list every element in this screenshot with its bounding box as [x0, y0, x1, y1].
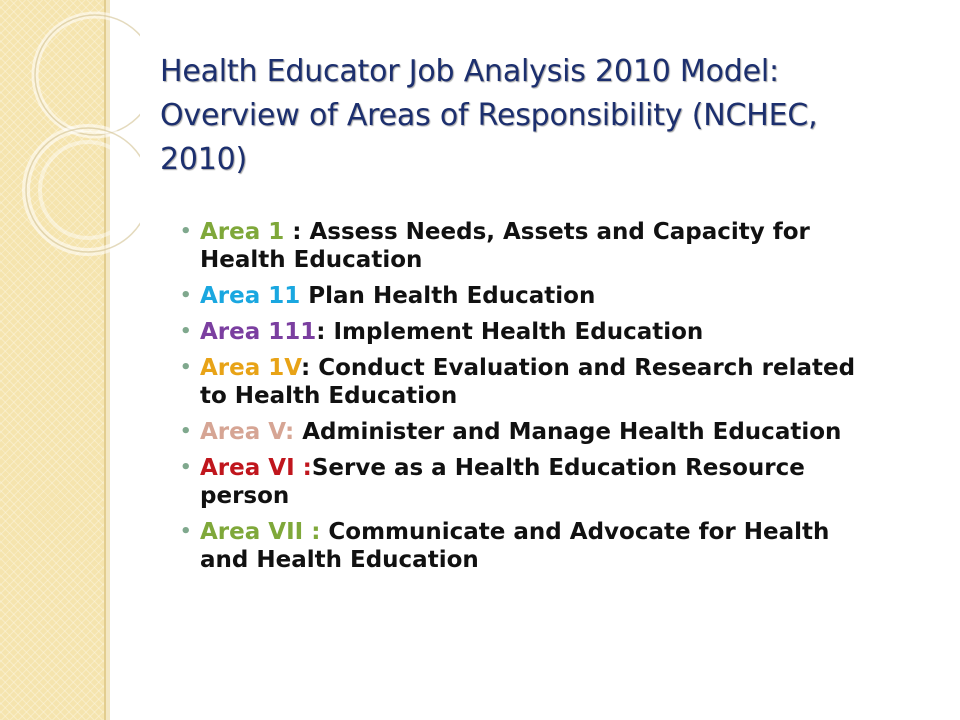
list-item-area-7: [180, 518, 860, 574]
bullet-dot-icon: •: [180, 357, 192, 378]
list-item-area-6: [180, 454, 860, 510]
slide-title: Health Educator Job Analysis 2010 Model: Overview of Areas of Responsibility (NCHEC, 2010): [160, 54, 818, 177]
list-item-area-4: [180, 354, 860, 410]
bullet-dot-icon: •: [180, 457, 192, 478]
responsibility-list: [180, 218, 860, 582]
list-item-area-5: [180, 418, 860, 446]
area-label: Area VI :: [200, 455, 312, 481]
bullet-dot-icon: •: [180, 421, 192, 442]
list-item-area-3: [180, 318, 860, 346]
list-item-area-2: [180, 282, 860, 310]
area-description: Administer and Manage Health Education: [294, 419, 842, 445]
area-description: : Implement Health Education: [316, 319, 704, 345]
bullet-dot-icon: •: [180, 321, 192, 342]
area-label: Area V:: [200, 419, 295, 445]
area-description: : Assess Needs, Assets and Capacity for Health Education: [200, 219, 810, 273]
area-label: Area 111: [200, 319, 317, 345]
area-description: : Conduct Evaluation and Research related to Health Education: [200, 355, 856, 409]
area-label: Area VII :: [200, 519, 329, 545]
area-label: Area 1: [200, 219, 293, 245]
bullet-dot-icon: •: [180, 221, 192, 242]
area-description: Plan Health Education: [308, 283, 596, 309]
area-description: Serve as a Health Education Resource person: [200, 455, 805, 509]
area-description: Communicate and Advocate for Health and Health Education: [200, 519, 830, 573]
area-label: Area 1V: [200, 355, 302, 381]
bullet-dot-icon: •: [180, 285, 192, 306]
circle-ornament-icon: [0, 0, 140, 340]
bullet-dot-icon: •: [180, 521, 192, 542]
area-label: Area 11: [200, 283, 309, 309]
list-item-area-1: [180, 218, 860, 274]
